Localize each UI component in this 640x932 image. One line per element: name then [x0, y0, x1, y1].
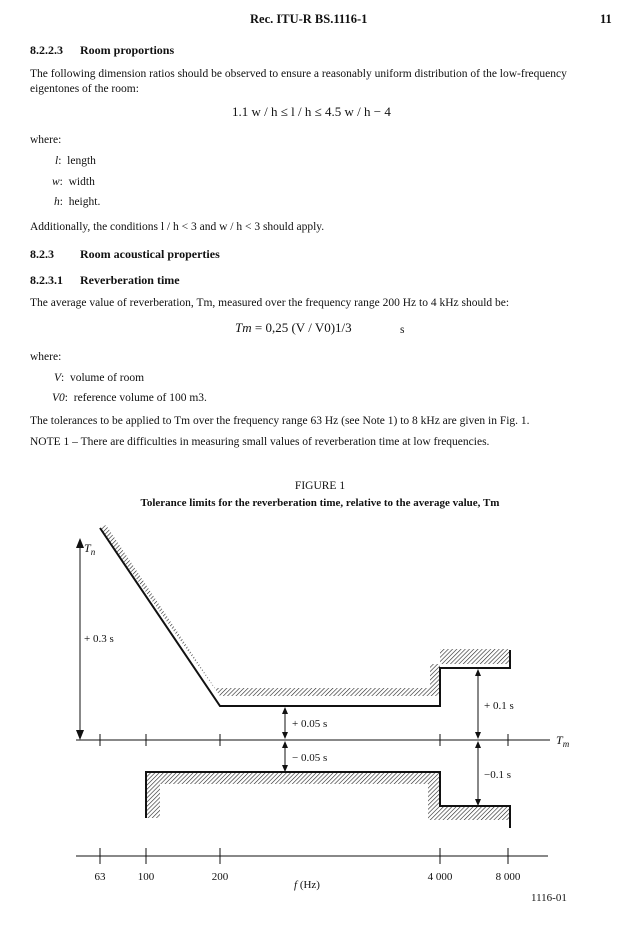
definition-length: l: length	[55, 155, 96, 167]
definition-height: h: height.	[54, 196, 101, 208]
tn-axis-label: $T_n$	[84, 541, 96, 557]
figure-title: FIGURE 1	[294, 480, 346, 492]
reference-line-label: $T_m$	[556, 733, 570, 749]
equation-lhs: Tm	[235, 320, 252, 335]
arrowhead	[282, 741, 288, 748]
equation-unit: s	[400, 324, 405, 336]
x-tick-label: 4 000	[427, 871, 453, 883]
arrowhead	[475, 741, 481, 748]
room-proportions-equation: 1.1 w / h ≤ l / h ≤ 4.5 w / h − 4	[232, 104, 391, 119]
arrowhead	[475, 669, 481, 676]
definition-symbol: V	[54, 372, 62, 384]
upper-limit-line	[100, 528, 510, 706]
where-label: where:	[30, 351, 62, 363]
section-number: 8.2.3.1	[30, 273, 63, 287]
section-number: 8.2.3	[30, 247, 54, 261]
page-number: 11	[600, 12, 612, 26]
annotation-minus-0-1: −0.1 s	[484, 769, 511, 781]
annotation-plus-0-05: + 0.05 s	[292, 718, 328, 730]
note-1: NOTE 1 – There are difficulties in measuring small values of reverberation time at low frequencies.	[30, 436, 490, 448]
arrowhead	[475, 799, 481, 806]
upper-limit-hatch	[100, 525, 510, 696]
definition-text: reference volume of 100 m3.	[73, 392, 207, 404]
definition-reference-volume: V0: reference volume of 100 m3.	[52, 392, 207, 404]
arrowhead	[282, 765, 288, 772]
reverberation-equation	[235, 320, 352, 336]
x-tick-label: 200	[211, 871, 229, 883]
definition-volume: V: volume of room	[54, 372, 145, 384]
arrowhead	[282, 732, 288, 739]
additional-conditions: Additionally, the conditions l / h < 3 and w / h < 3 should apply.	[30, 221, 325, 233]
x-tick-label: 63	[94, 871, 106, 883]
definition-text: width	[68, 176, 95, 188]
where-label: where:	[30, 134, 62, 146]
section-title: Room acoustical properties	[80, 247, 220, 261]
x-tick-label: 100	[137, 871, 155, 883]
tolerances-text: The tolerances to be applied to Tm over the frequency range 63 Hz (see Note 1) to 8 kHz are given in Fig. 1.	[30, 415, 530, 427]
figure-caption: Tolerance limits for the reverberation time, relative to the average value, Tm	[140, 497, 500, 509]
annotation-plus-0-3: + 0.3 s	[84, 633, 114, 645]
running-header-title: Rec. ITU-R BS.1116-1	[250, 12, 368, 26]
annotation-plus-0-1: + 0.1 s	[484, 700, 514, 712]
annotation-minus-0-05: − 0.05 s	[292, 752, 328, 764]
definition-width: w: width	[52, 176, 95, 188]
section-title: Room proportions	[80, 43, 175, 57]
arrowhead	[282, 707, 288, 714]
definition-symbol: w	[52, 176, 60, 188]
tn-axis-arrow-bottom	[76, 730, 84, 740]
definition-text: volume of room	[69, 372, 145, 384]
lower-limit-hatch	[146, 772, 510, 820]
definition-symbol: l	[55, 155, 59, 167]
section-heading-8-2-3-1	[30, 273, 180, 288]
figure-id: 1116-01	[531, 892, 567, 904]
x-axis-label: f (Hz)	[294, 879, 320, 891]
section-number: 8.2.2.3	[30, 43, 63, 57]
definition-text: height.	[68, 196, 101, 208]
arrowhead	[475, 732, 481, 739]
x-tick-label: 8 000	[495, 871, 521, 883]
definition-symbol: V0	[52, 392, 65, 404]
tn-axis-arrow-top	[76, 538, 84, 548]
definition-text: length	[67, 155, 96, 167]
section-heading-8-2-3	[30, 247, 220, 262]
room-proportions-intro: The following dimension ratios should be observed to ensure a reasonably uniform distribution of the low-frequency eigentones of the room:	[30, 68, 567, 95]
tolerance-figure	[0, 520, 640, 920]
section-heading-8-2-2-3	[30, 43, 174, 58]
section-title: Reverberation time	[80, 273, 180, 287]
equation-rhs: = 0,25 (V / V0)1/3	[254, 320, 352, 335]
definition-symbol: h	[54, 196, 60, 208]
reverberation-intro: The average value of reverberation, Tm, measured over the frequency range 200 Hz to 4 kHz should be:	[30, 297, 510, 309]
